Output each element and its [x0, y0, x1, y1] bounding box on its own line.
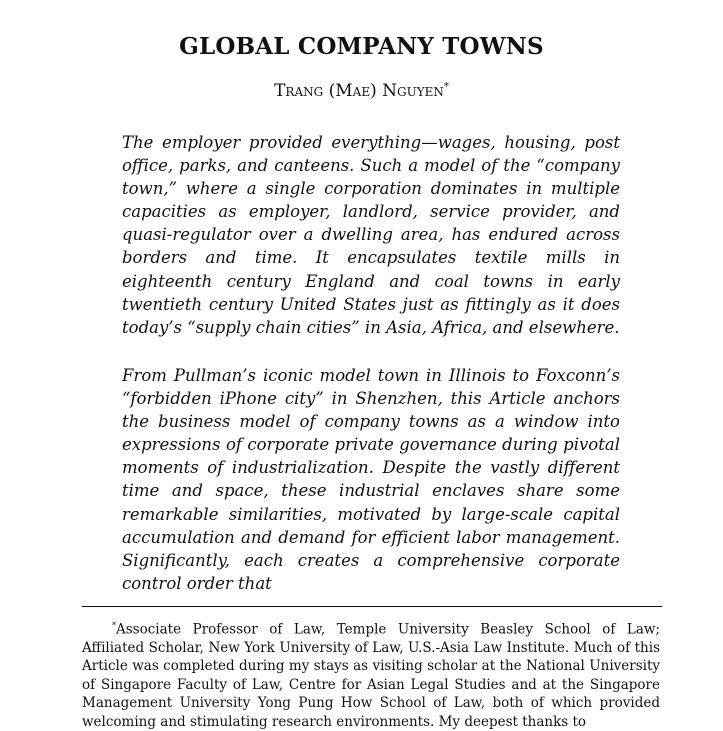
author-name: Trang (Mae) Nguyen — [274, 81, 444, 101]
abstract-paragraph-2: From Pullman’s iconic model town in Illinois to Foxconn’s “forbidden iPhone city” in Shenzhen, this Article anchors the business model of company towns as a window into expressions of corporate private governance during pivotal moments of industrialization. Despite the vastly different time and space, these industrial enclaves share some remarkable similarities, motivated by large-scale capital accumulation and demand for efficient labor management. Significantly, each creates a comprehensive corporate control order that — [122, 366, 620, 593]
article-title: GLOBAL COMPANY TOWNS — [179, 33, 544, 60]
abstract-paragraph-1: The employer provided everything—wages, housing, post office, parks, and canteens. Such a model of the “company town,” where a single corporation dominates in multiple capacities as employer, landlord, service provider, and quasi-regulator over a dwelling area, has endured across borders and time. It encapsulates textile mills in eighteenth century England and coal towns in early twentieth century United States just as fittingly as it does today’s “supply chain cities” in Asia, Africa, and elsewhere. — [122, 133, 620, 337]
footnote-divider — [82, 606, 662, 607]
author-footnote-mark: * — [443, 81, 449, 93]
footnote — [82, 617, 660, 731]
author-line — [0, 81, 723, 101]
footnote-mark: * — [112, 621, 116, 630]
footnote-text: Associate Professor of Law, Temple University Beasley School of Law; Affiliated Scholar, New York University of Law, U.S.-Asia Law Institute. Much of this Article was completed during my stays as visiting scholar at the National University of Singapore Faculty of Law, Centre for Asian Legal Studies and at the Singapore Management University Yong Pung How School of Law, both of which provided welcoming and stimulating research environments. My deepest thanks to — [82, 621, 660, 730]
